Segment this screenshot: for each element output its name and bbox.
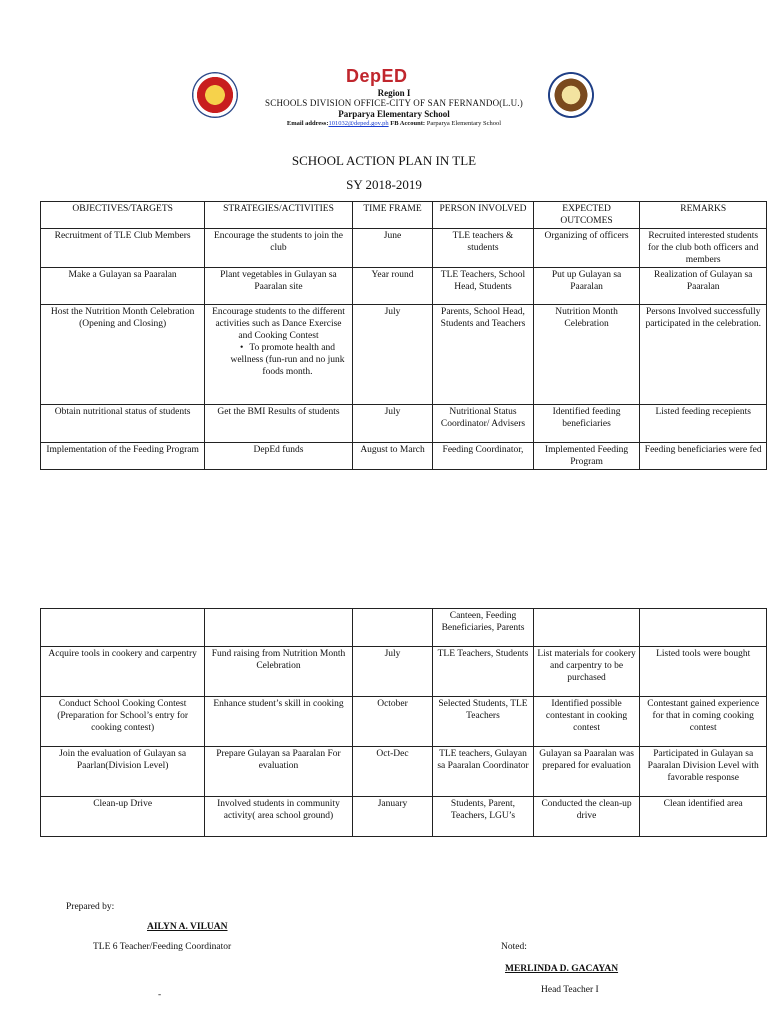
- time-cell: January: [352, 797, 433, 837]
- objective-cell: [41, 609, 205, 647]
- time-cell: [352, 609, 433, 647]
- action-plan-table: [40, 201, 767, 470]
- remarks-cell: Clean identified area: [640, 797, 767, 837]
- table-row: [41, 797, 767, 837]
- objective-cell: Clean-up Drive: [41, 797, 205, 837]
- table-row: [41, 747, 767, 797]
- outcome-cell: List materials for cookery and carpentry to be purchased: [533, 647, 640, 697]
- noted-by-role: Head Teacher I: [541, 985, 599, 995]
- objective-cell: Recruitment of TLE Club Members: [41, 229, 205, 268]
- objective-cell: Make a Gulayan sa Paaralan: [41, 268, 205, 305]
- table-row: [41, 697, 767, 747]
- persons-cell: Feeding Coordinator,: [433, 443, 533, 470]
- outcome-cell: Conducted the clean-up drive: [533, 797, 640, 837]
- objective-cell: Join the evaluation of Gulayan sa Paarlan(Division Level): [41, 747, 205, 797]
- deped-logo: DepED: [346, 66, 408, 86]
- strategy-cell: Encourage the students to join the club: [205, 229, 353, 268]
- time-cell: Oct-Dec: [352, 747, 433, 797]
- strategy-cell: Involved students in community activity( area school ground): [205, 797, 353, 837]
- persons-cell: Students, Parent, Teachers, LGU’s: [433, 797, 533, 837]
- strategy-cell: Enhance student’s skill in cooking: [205, 697, 353, 747]
- strategy-cell: Plant vegetables in Gulayan sa Paaralan site: [205, 268, 353, 305]
- outcome-cell: Organizing of officers: [533, 229, 640, 268]
- outcome-cell: Identified possible contestant in cooking contest: [533, 697, 640, 747]
- objective-cell: Obtain nutritional status of students: [41, 405, 205, 443]
- strategy-cell: Fund raising from Nutrition Month Celebration: [205, 647, 353, 697]
- remarks-cell: Persons Involved successfully participated in the celebration.: [640, 305, 767, 405]
- time-cell: July: [352, 647, 433, 697]
- col-header: PERSON INVOLVED: [433, 202, 533, 229]
- col-header: EXPECTED OUTCOMES: [533, 202, 640, 229]
- action-plan-table-continued: [40, 608, 767, 837]
- remarks-cell: [640, 609, 767, 647]
- persons-cell: TLE Teachers, School Head, Students: [433, 268, 533, 305]
- noted-by-name: MERLINDA D. GACAYAN: [505, 964, 619, 974]
- remarks-cell: Recruited interested students for the club both officers and members: [640, 229, 767, 268]
- time-cell: June: [352, 229, 433, 268]
- time-cell: July: [352, 305, 433, 405]
- outcome-cell: Gulayan sa Paaralan was prepared for evaluation: [533, 747, 640, 797]
- table-row: [41, 305, 767, 405]
- persons-cell: Canteen, Feeding Beneficiaries, Parents: [433, 609, 533, 647]
- outcome-cell: Put up Gulayan sa Paaralan: [533, 268, 640, 305]
- region-label: Region I: [377, 88, 411, 98]
- strategy-cell: Get the BMI Results of students: [205, 405, 353, 443]
- outcome-cell: Identified feeding beneficiaries: [533, 405, 640, 443]
- time-cell: October: [352, 697, 433, 747]
- time-cell: July: [352, 405, 433, 443]
- table-row: [41, 268, 767, 305]
- objective-cell: Acquire tools in cookery and carpentry: [41, 647, 205, 697]
- strategy-cell: DepEd funds: [205, 443, 353, 470]
- objective-cell: Host the Nutrition Month Celebration (Opening and Closing): [41, 305, 205, 405]
- time-cell: Year round: [352, 268, 433, 305]
- school-seal-icon: [548, 72, 594, 118]
- table-row: [41, 647, 767, 697]
- persons-cell: TLE teachers, Gulayan sa Paaralan Coordinator: [433, 747, 533, 797]
- table-header-row: [41, 202, 767, 229]
- outcome-cell: [533, 609, 640, 647]
- strategy-cell: [205, 609, 353, 647]
- contact-line: Email address:101032@deped.gov.ph FB Account: Parparya Elementary School: [286, 120, 502, 127]
- table-row: [41, 229, 767, 268]
- table-row: [41, 405, 767, 443]
- remarks-cell: Listed feeding recepients: [640, 405, 767, 443]
- remarks-cell: Feeding beneficiaries were fed: [640, 443, 767, 470]
- persons-cell: Parents, School Head, Students and Teachers: [433, 305, 533, 405]
- email-link[interactable]: 101032@deped.gov.ph: [328, 120, 389, 127]
- school-year: SY 2018-2019: [346, 177, 422, 192]
- strategy-cell: Encourage students to the different activities such as Dance Exercise and Cooking Contest • To promote health and wellness (fun-run and no junk foods month.: [205, 305, 353, 405]
- outcome-cell: Nutrition Month Celebration: [533, 305, 640, 405]
- col-header: STRATEGIES/ACTIVITIES: [205, 202, 353, 229]
- division-office: SCHOOLS DIVISION OFFICE-CITY OF SAN FERNANDO(L.U.): [265, 98, 523, 108]
- col-header: REMARKS: [640, 202, 767, 229]
- persons-cell: TLE Teachers, Students: [433, 647, 533, 697]
- remarks-cell: Participated in Gulayan sa Paaralan Division Level with favorable response: [640, 747, 767, 797]
- time-cell: August to March: [352, 443, 433, 470]
- school-name: Parparya Elementary School: [338, 109, 450, 119]
- prepared-by-name: AILYN A. VILUAN: [147, 922, 228, 932]
- objective-cell: Implementation of the Feeding Program: [41, 443, 205, 470]
- col-header: OBJECTIVES/TARGETS: [41, 202, 205, 229]
- strategy-cell: Prepare Gulayan sa Paaralan For evaluation: [205, 747, 353, 797]
- document-title: SCHOOL ACTION PLAN IN TLE: [291, 153, 477, 168]
- remarks-cell: Listed tools were bought: [640, 647, 767, 697]
- remarks-cell: Realization of Gulayan sa Paaralan: [640, 268, 767, 305]
- persons-cell: Selected Students, TLE Teachers: [433, 697, 533, 747]
- strategy-bullet: • To promote health and wellness (fun-run and no junk foods month.: [226, 342, 349, 378]
- letterhead: [188, 64, 600, 132]
- table-row: [41, 609, 767, 647]
- stray-mark: -: [158, 990, 162, 1000]
- remarks-cell: Contestant gained experience for that in coming cooking contest: [640, 697, 767, 747]
- outcome-cell: Implemented Feeding Program: [533, 443, 640, 470]
- col-header: TIME FRAME: [352, 202, 433, 229]
- prepared-by-label: Prepared by:: [66, 902, 115, 912]
- table-row: [41, 443, 767, 470]
- objective-cell: Conduct School Cooking Contest (Preparation for School’s entry for cooking contest): [41, 697, 205, 747]
- persons-cell: TLE teachers & students: [433, 229, 533, 268]
- prepared-by-role: TLE 6 Teacher/Feeding Coordinator: [93, 942, 232, 952]
- noted-label: Noted:: [501, 942, 527, 952]
- persons-cell: Nutritional Status Coordinator/ Advisers: [433, 405, 533, 443]
